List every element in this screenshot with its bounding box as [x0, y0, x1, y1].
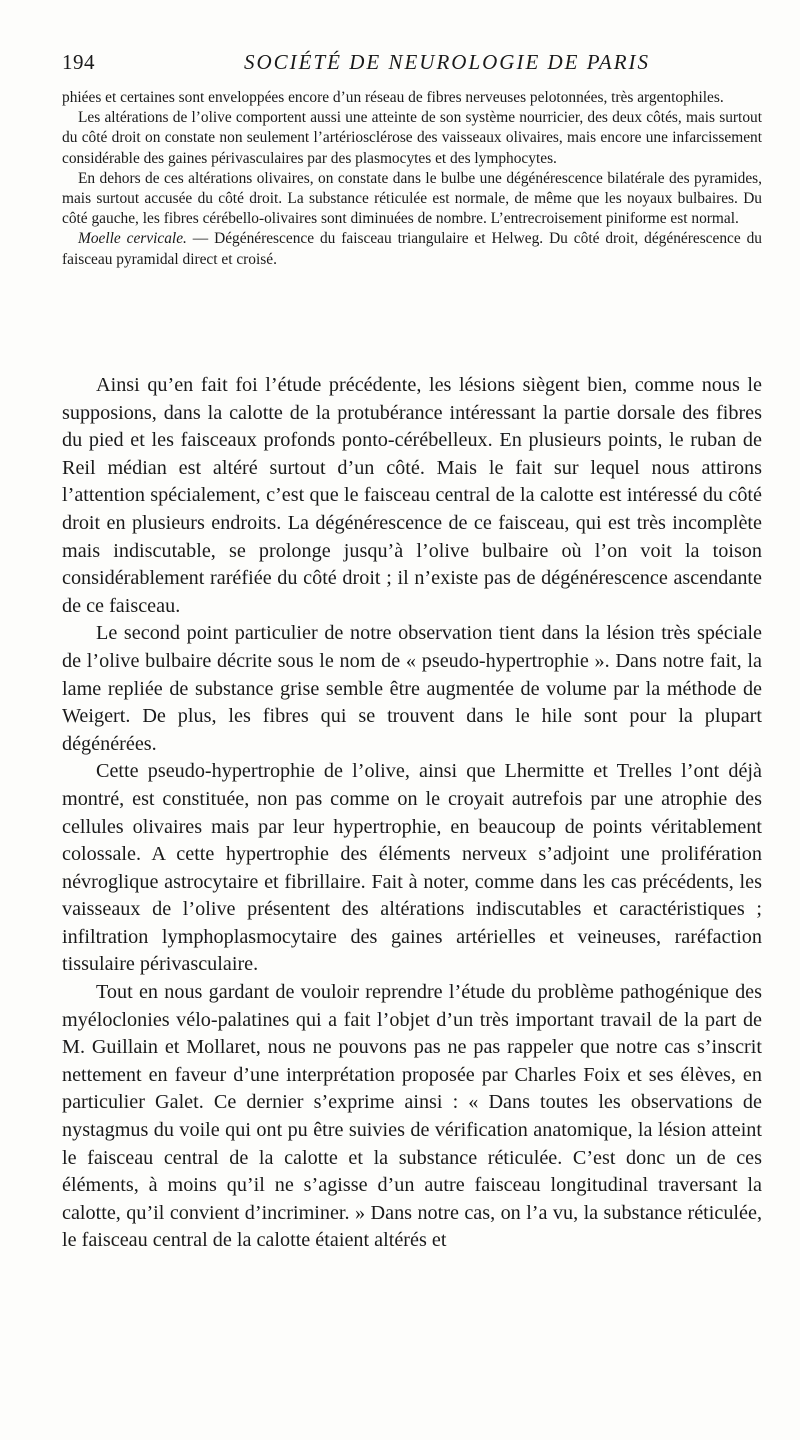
- running-title: SOCIÉTÉ DE NEUROLOGIE DE PARIS: [243, 50, 651, 74]
- main-paragraph-3: Cette pseudo-hypertrophie de l’olive, ainsi que Lhermitte et Trelles l’ont déjà montré, est constituée, non pas comme on le croyait autrefois par une atrophie des cellules olivaires mais par leur hypertrophie, en beaucoup de points véritablement colossale. A cette hypertrophie des éléments nerveux s’adjoint une prolifération névroglique astrocytaire et fibrillaire. Fait à noter, comme dans les cas précédents, les vaisseaux de l’olive présentent des altérations indiscutables et caractéristiques ; infiltration lymphoplasmocytaire des gaines artérielles et veineuses, raréfaction tissulaire périvasculaire.: [62, 760, 762, 976]
- small-print-section: [62, 88, 762, 270]
- main-paragraph-4: Tout en nous gardant de vouloir reprendre l’étude du problème pathogénique des myéloclonies vélo-palatines qui a fait l’objet d’un très important travail de la part de M. Guillain et Mollaret, nous ne pouvons pas ne pas rappeler que notre cas s’inscrit nettement en faveur d’une interprétation proposée par Charles Foix et ses élèves, en particulier Galet. Ce dernier s’exprime ainsi : « Dans toutes les observations de nystagmus du voile qui ont pu être suivies de vérification anatomique, la lésion atteint le faisceau central de la calotte et la substance réticulée. C’est donc un de ces éléments, à moins qu’il ne s’agisse d’un autre faisceau longitudinal traversant la calotte, qu’il convient d’incriminer. » Dans notre cas, on l’a vu, la substance réticulée, le faisceau central de la calotte étaient altérés et: [62, 981, 762, 1252]
- main-paragraph-1: Ainsi qu’en fait foi l’étude précédente, les lésions siègent bien, comme nous le supposions, dans la calotte de la protubérance intéressant la partie dorsale des fibres du pied et les faisceaux profonds ponto-cérébelleux. En plusieurs points, le ruban de Reil médian est altéré surtout d’un côté. Mais le fait sur lequel nous attirons l’attention spécialement, c’est que le faisceau central de la calotte est intéressé du côté droit en plusieurs endroits. La dégénérescence de ce faisceau, qui est très incomplète mais indiscutable, se prolonge jusqu’à l’olive bulbaire où l’on voit la toison considérablement raréfiée du côté droit ; il n’existe pas de dégénérescence ascendante de ce faisceau.: [62, 374, 762, 617]
- small-paragraph-1: phiées et certaines sont enveloppées encore d’un réseau de fibres nerveuses pelotonnées, très argentophiles.: [62, 89, 724, 106]
- page-header: [62, 50, 762, 75]
- small-paragraph-4: [62, 229, 762, 269]
- small-paragraph-4-text: — Dégénérescence du faisceau triangulaire et Helweg. Du côté droit, dégénérescence du faisceau pyramidal direct et croisé.: [62, 230, 762, 268]
- main-paragraph-2: Le second point particulier de notre observation tient dans la lésion très spéciale de l’olive bulbaire décrite sous le nom de « pseudo-hypertrophie ». Dans notre fait, la lame repliée de substance grise semble être augmentée de volume par la méthode de Weigert. De plus, les fibres qui se trouvent dans le hile sont pour la plupart dégénérées.: [62, 622, 762, 755]
- main-text-section: [62, 372, 762, 1255]
- page-number: 194: [62, 50, 95, 74]
- small-paragraph-2: Les altérations de l’olive comportent aussi une atteinte de son système nourricier, des deux côtés, mais surtout du côté droit on constate non seulement l’artériosclérose des vaisseaux olivaires, mais encore une infarcissement considérable des gaines périvasculaires par des plasmocytes et des lymphocytes.: [62, 109, 762, 167]
- small-paragraph-3: En dehors de ces altérations olivaires, on constate dans le bulbe une dégénérescence bilatérale des pyramides, mais surtout accusée du côté droit. La substance réticulée est normale, de même que les noyaux bulbaires. Du côté gauche, les fibres cérébello-olivaires sont diminuées de nombre. L’entrecroisement piniforme est normal.: [62, 169, 762, 228]
- section-label-moelle-cervicale: Moelle cervicale.: [78, 230, 187, 248]
